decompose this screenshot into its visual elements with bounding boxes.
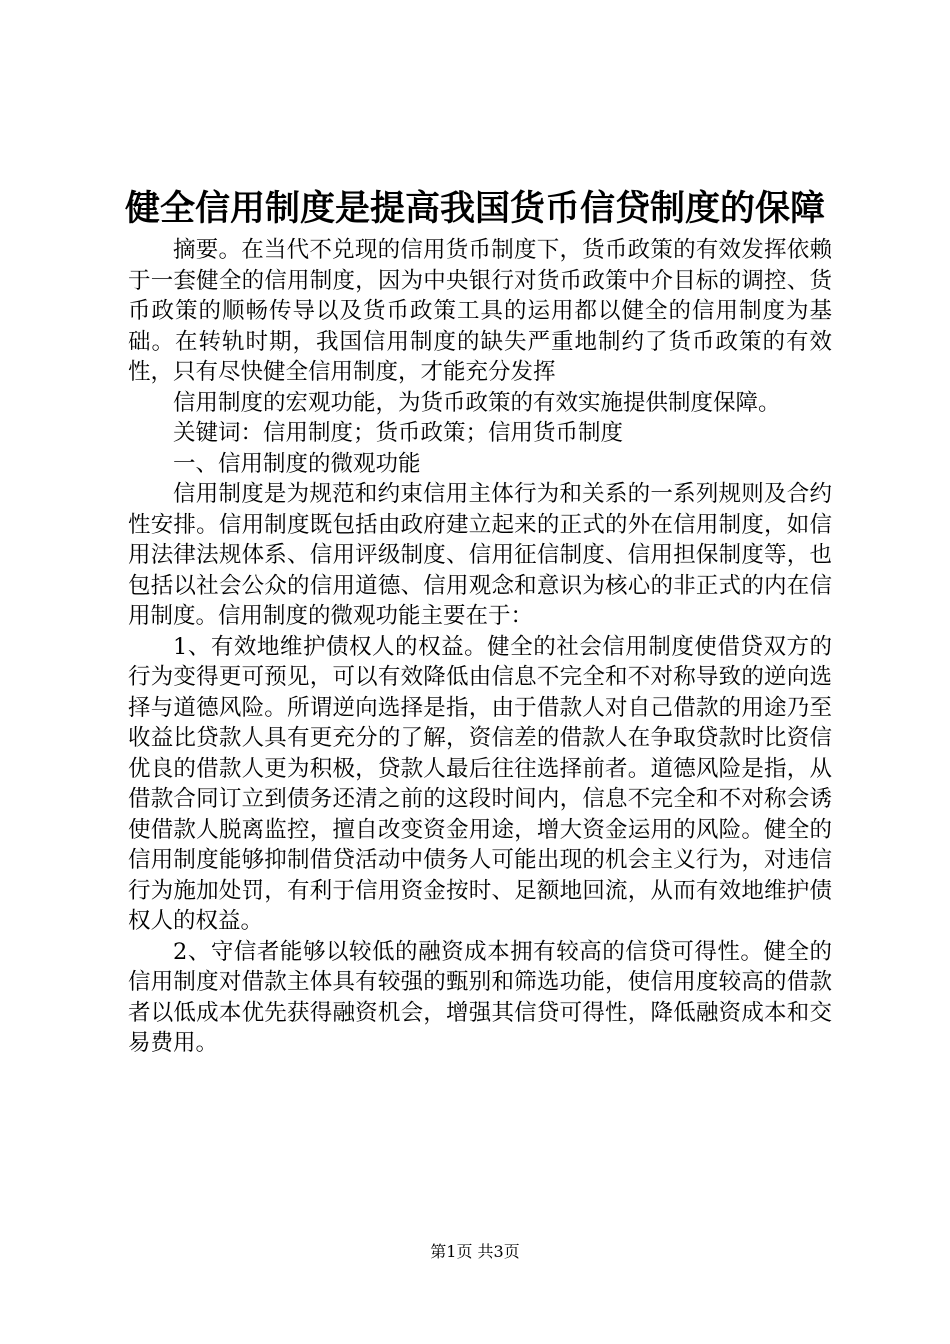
document-title: 健全信用制度是提高我国货币信贷制度的保障 (124, 189, 825, 229)
abstract-paragraph: 摘要。在当代不兑现的信用货币制度下，货币政策的有效发挥依赖于一套健全的信用制度，因为中央银行对货币政策中介目标的调控、货币政策的顺畅传导以及货币政策工具的运用都以健全的信用制度为基础。在转轨时期，我国信用制度的缺失严重地制约了货币政策的有效性，只有尽快健全信用制度，才能充分发挥 (128, 237, 832, 385)
section-heading: 一、信用制度的微观功能 (173, 450, 421, 477)
keywords-line: 关键词：信用制度；货币政策；信用货币制度 (173, 420, 624, 446)
page-footer: 第1页 共3页 (430, 1242, 520, 1261)
body-paragraph: 2、守信者能够以较低的融资成本拥有较高的信贷可得性。健全的信用制度对借款主体具有较强的甄别和筛选功能，使信用度较高的借款者以低成本优先获得融资机会，增强其信贷可得性，降低融资成本和交易费用。 (128, 938, 832, 1056)
body-paragraph: 信用制度是为规范和约束信用主体行为和关系的一系列规则及合约性安排。信用制度既包括由政府建立起来的正式的外在信用制度，如信用法律法规体系、信用评级制度、信用征信制度、信用担保制度等，也包括以社会公众的信用道德、信用观念和意识为核心的非正式的内在信用制度。信用制度的微观功能主要在于： (128, 481, 832, 629)
body-paragraph: 1、有效地维护债权人的权益。健全的社会信用制度使借贷双方的行为变得更可预见，可以有效降低由信息不完全和不对称导致的逆向选择与道德风险。所谓逆向选择是指，由于借款人对自己借款的用途乃至收益比贷款人具有更充分的了解，资信差的借款人在争取贷款时比资信优良的借款人更为积极，贷款人最后往往选择前者。道德风险是指，从借款合同订立到债务还清之前的这段时间内，信息不完全和不对称会诱使借款人脱离监控，擅自改变资金用途，增大资金运用的风险。健全的信用制度能够抑制借贷活动中债务人可能出现的机会主义行为，对违信行为施加处罚，有利于信用资金按时、足额地回流，从而有效地维护债权人的权益。 (128, 633, 832, 934)
abstract-continuation: 信用制度的宏观功能，为货币政策的有效实施提供制度保障。 (173, 389, 781, 416)
document-body (128, 235, 832, 1059)
